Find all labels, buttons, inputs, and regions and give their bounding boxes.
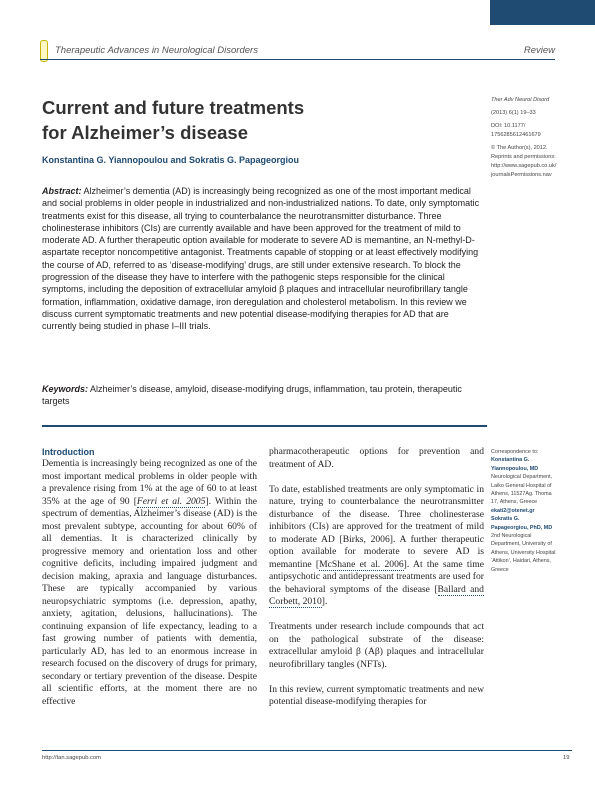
meta-permissions-page[interactable]: journalsPermissions.nav <box>491 172 552 178</box>
abstract <box>42 185 482 333</box>
meta-permissions-url[interactable]: http://www.sagepub.co.uk/ <box>491 163 557 169</box>
corner-color-block <box>490 0 595 25</box>
address-2-line-1: 2nd Neurological <box>491 533 532 540</box>
paragraph-continuation: pharmacotherapeutic options for prevention and treatment of AD. <box>269 446 484 470</box>
abstract-label: Abstract: <box>42 186 82 196</box>
page-number: 19 <box>563 755 570 761</box>
footer-url[interactable]: http://tan.sagepub.com <box>42 755 101 761</box>
article-title <box>42 95 462 145</box>
paragraph-review-scope: In this review, current symptomatic treatments and new potential disease-modifying therapies for <box>269 683 484 707</box>
address-2-line-2: Department, University of <box>491 541 552 548</box>
paragraph-established-treatments: To date, established treatments are only symptomatic in nature, trying to counterbalance the neurotransmitter disturbance of the disease. Three cholinesterase inhibitors (CIs) are approved for the treatment of mild to moderate AD [Birks, 2006]. A further therapeutic option available for moderate to severe AD is memantine [McShane et al. 2006]. At the same time antipsychotic and antidepressant treatments are used for the behavioral symptoms of the disease [Ballard and Corbett, 2010]. <box>269 483 484 607</box>
meta-reprints: Reprints and permissions: <box>491 154 556 160</box>
title-line-1: Current and future treatments <box>42 97 305 118</box>
address-1-line-2: Laiko General Hospital of <box>491 482 552 489</box>
keywords-text: Alzheimer’s disease, amyloid, disease-modifying drugs, inflammation, tau protein, therapeutic targets <box>42 384 462 407</box>
meta-doi-label: DOI: 10.1177/ <box>491 123 526 129</box>
citation-ferri[interactable]: Ferri et al. 2005 <box>136 495 206 507</box>
address-2-line-3: Athens, University Hospital <box>491 549 556 556</box>
body-column-right <box>269 446 484 721</box>
article-type: Review <box>523 45 555 56</box>
section-heading-introduction: Introduction <box>42 447 95 457</box>
paragraph-research-treatments: Treatments under research include compounds that act on the pathological substrate of the disease: extracellular amyloid β (Aβ) plaques and intracellular neurofibrillary tangles (NFTs). <box>269 621 484 670</box>
authors: Konstantina G. Yiannopoulou and Sokratis G. Papageorgiou <box>42 155 300 165</box>
correspondence-email[interactable]: ekati2@otenet.gr <box>491 507 535 514</box>
journal-name: Therapeutic Advances in Neurological Disorders <box>55 45 258 56</box>
correspondence <box>491 448 591 574</box>
correspondence-name-2-line-2: Papageorgiou, PhD, MD <box>491 524 553 531</box>
meta-copyright: © The Author(s), 2012. <box>491 145 548 151</box>
journal-header <box>40 40 555 62</box>
address-1-line-4: 17, Athens, Greece <box>491 499 538 506</box>
header-rule <box>40 59 555 60</box>
citation-ballard[interactable]: Ballard and Corbett, 2010 <box>269 583 484 607</box>
meta-doi: 1756285612461679 <box>491 132 541 138</box>
meta-issue: (2013) 6(1) 19–33 <box>491 110 536 116</box>
footer-rule <box>42 750 572 751</box>
body-column-left <box>42 446 257 721</box>
correspondence-label: Correspondence to: <box>491 449 539 455</box>
section-rule <box>42 425 487 427</box>
citation-mcshane[interactable]: McShane et al. 2006 <box>319 558 404 570</box>
address-1-line-3: Athens, 11527Ag. Thoma <box>491 491 552 498</box>
paragraph-intro: Dementia is increasingly being recognized as one of the most important medical problems in older people with a prevalence rising from 1% at the age of 60 to at least 35% at the age of 90 [Ferri et al. 2005]. Within the spectrum of dementias, Alzheimer’s disease (AD) is the most prevalent subtype, accounting for about 60% of all dementias. It is characterized clinically by progressive memory and orientation loss and other cognitive deficits, including impaired judgment and decision making, apraxia and language disturbances. These are typically accompanied by various neuropsychiatric symptoms (i.e. depression, apathy, anxiety, agitation, delusions, hallucinations). The continuing expansion of life expectancy, leading to a fast growing number of patients with dementia, particularly AD, has led to an enormous increase in research focused on the discovery of drugs for primary, secondary or tertiary prevention of the disease. Despite all scientific efforts, at the moment there are no effective <box>42 458 257 707</box>
keywords <box>42 383 482 408</box>
address-2-line-5: Greece <box>491 566 509 573</box>
address-2-line-4: ‘Attikon’, Haidari, Athens, <box>491 558 551 565</box>
title-line-2: for Alzheimer’s disease <box>42 122 248 143</box>
correspondence-name-2-line-1: Sokratis G. <box>491 516 520 523</box>
correspondence-name-1-line-1: Konstantina G. <box>491 457 530 464</box>
keywords-label: Keywords: <box>42 384 89 394</box>
article-meta <box>491 96 591 180</box>
address-1-line-1: Neurological Department, <box>491 474 553 481</box>
correspondence-name-1-line-2: Yiannopoulou, MD <box>491 465 539 472</box>
abstract-text: Alzheimer’s dementia (AD) is increasingly being recognized as one of the most important medical and social problems in older people in industrialized and non-industrialized nations. To date, only symptomatic treatments exist for this disease, all trying to counterbalance the neurotransmitter disturbance. Three cholinesterase inhibitors (CIs) are currently available and have been approved for the treatment of mild to moderate AD. A further therapeutic option available for moderate to severe AD is memantine, an N-methyl-D-aspartate receptor noncompetitive antagonist. Treatments capable of stopping or at least effectively modifying the course of AD, referred to as ‘disease-modifying’ drugs, are still under extensive research. To block the progression of the disease they have to interfere with the pathogenic steps responsible for the clinical symptoms, including the deposition of extracellular amyloid β plaques and intracellular neurofibrillary tangle formation, inflammation, oxidative damage, iron deregulation and cholesterol metabolism. In this review we discuss current symptomatic treatments and new potential disease-modifying therapies for AD that are currently being studied in phase I–III trials. <box>42 186 480 332</box>
meta-journal: Ther Adv Neurol Disord <box>491 97 550 103</box>
